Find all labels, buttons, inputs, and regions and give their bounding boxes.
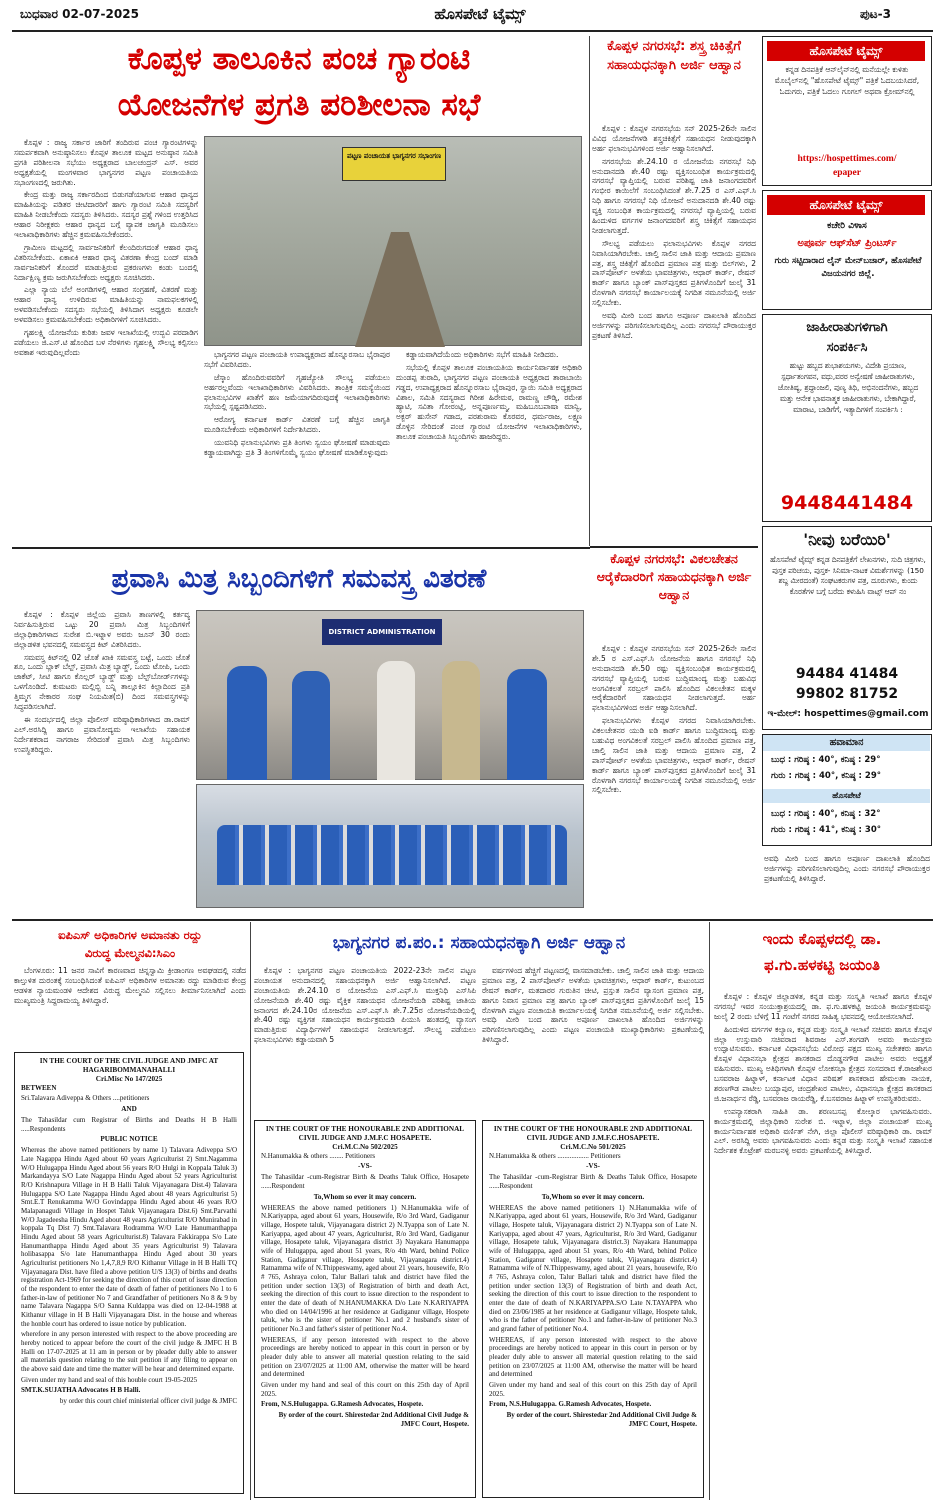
lead-headline-line2: ಯೋಜನೆಗಳ ಪ್ರಗತಿ ಪರಿಶೀಲನಾ ಸಭೆ bbox=[117, 87, 481, 123]
lead-col1 bbox=[14, 138, 198, 536]
lead-paragraph: ಯುವನಿಧಿ ಫಲಾನುಭವಿಗಳು ಪ್ರತಿ ತಿಂಗಳು ಸ್ವಯಂ ಘೋಷಣೆ ಮಾಡುವುದು ಕಡ್ಡಾಯವಾಗಿದ್ದು ಪ್ರತಿ 3 ತಿಂಗಳಿಗೊಮ್ಮೆ ಸ್ವಯಂ ಘೋಷಣೆ ಮಾಡಿಕೊಳ್ಳುವುದು bbox=[204, 438, 390, 458]
sidebar-office-ad bbox=[762, 190, 932, 310]
notice-body: WHEREAS, if any person interested with respect to the above proceedings are hereby noticed to appear in this court in person or by pleader duly able to answer all material question relating to the said petition on 23/07/2025 at 11:00 AM, otherwise the matter will be heard and determined bbox=[489, 1335, 697, 1379]
notice-body: WHEREAS, if any person interested with respect to the above proceedings are hereby noticed to appear in this court in person or by pleader duly able to answer all material question relating to the said petition on 23/07/2025 at 11:00 AM, otherwise the matter will be heard and determined bbox=[261, 1335, 469, 1379]
article-paragraph: ಸಮವಸ್ತ್ರ ಕಿಟ್‌ನಲ್ಲಿ 02 ಜೊತೆ ಖಾಕಿ ಸಮವಸ್ತ್ರ ಬಟ್ಟೆ, ಒಂದು ಜೊತೆ ಶೂ, ಒಂದು ಬ್ಲಾಕ್ ಬೆಲ್ಟ್, ಪ್ರವಾಸಿ ಮಿತ್ರ ಬ್ಯಾಡ್ಜ್, ಒಂದು ಟೋಪಿ, ಒಂದು ಜಾಕೆಟ್, ಸೀಟಿ ಹಾಗೂ ಕೊಲ್ಲರ್ ಬ್ಯಾಡ್ಜ್ ಮತ್ತು ಬೆಲ್ಟ್‌ಬೋರ್ಡ್‌ಗಳನ್ನು ಒಳಗೊಂಡಿದೆ. ಕುಮಟರು ಮಲ್ಲಿಬ್ಬಿ ಬನ್ನಿ ತಾಲ್ಲೂಕಿನ ಕಿಲ್ಲಾದಿಂದ ಪ್ರತಿ ತ್ತಿಮ್ಮಗ ನೇಕಾರರ ಸಂಘ ನಿಯಮಿತ(ಬಿ) ದಿಂದ ಸಮವಸ್ತ್ರಗಳನ್ನು ಸಿದ್ಧಪಡಿಸಲಾಗಿದೆ. bbox=[14, 652, 190, 712]
weather-title: ಹವಾಮಾನ bbox=[763, 735, 930, 751]
notice-court: IN THE COURT OF THE CIVIL JUDGE AND JMFC AT HAGARIBOMMANAHALLI bbox=[39, 1057, 219, 1074]
sidebar-advertise-ad bbox=[762, 314, 932, 522]
header-rule bbox=[12, 30, 933, 32]
person-figure-image bbox=[377, 661, 415, 780]
notice-petitioners: Sri.Talavara Adiveppa & Others ....petitioners bbox=[21, 1094, 150, 1103]
person-figure-image bbox=[292, 671, 330, 780]
notice-between: BETWEEN bbox=[21, 1083, 57, 1092]
lead-paragraph: ಕೇಂದ್ರ ಮತ್ತು ರಾಜ್ಯ ಸರ್ಕಾರದಿಂದ ಬಿಡುಗಡೆಯಾಗುವ ಆಹಾರ ಧಾನ್ಯದ ಮಾಹಿತಿಯನ್ನು ಪಡಿತರ ಚೀಟಿದಾರರಿಗೆ ಹಾಗು ಗ್ಯಾರಂಟಿ ಸಮಿತಿ ಸದಸ್ಯರಿಗೆ ಮಾಹಿತಿ ನೀಡಬೇಕೆಂದು ಸದಸ್ಯರು ತಿಳಿಸಿದರು. ಸದಸ್ಯರ ಪ್ರಶ್ನೆ ಗಳಿಂದ ಉತ್ತರಿಸಿದ ಆಹಾರ ನಿರೀಕ್ಷಕರು ಆಹಾರ ಧಾನ್ಯದ ಬಗ್ಗೆ ವ್ಯಾಪಕ ಜಾಗೃತಿ ಮೂಡಿಸಲು ಇಲಾಖಾಧಿಕಾರಿಗಳು ಹೆಚ್ಚಿನ ಕ್ರಮವಹಿಸಬೇಕೆಂದರು. bbox=[14, 190, 198, 240]
notice-body: Whereas the above named petitioners by name 1) Talavara Adiveppa S/O Late Nagappa Hindu Aged about 60 years Agriculturist 2) Smt.Nagamma W/O Hulugappa Hindu Aged about 56 years R/O Hulgi in Koppala Taluk 3) Markandayya S/O Late Nagappa Hindu Aged about 52 years Agriculturist R/O Krishnapura Village in H B Halli Taluk Vijayanagara Dist.4) Talavara Hulugappa S/O Late Nagappa Hindu Aged about 48 years Agriculturist 5) Smt.E.T Renukamma W/O Govindappa Hindu Aged about 46 years R/O Malapanagudi Village in Hospet Taluk Vijayanagara Dist.6) Smt.Parvathi W/O Jagadeesha Hindu Aged about 48 years Agriculturist R/O Munirabad in koppala Tq Dist 7) Smt.Talavara Rodramma W/O Late Hanumanthappa Hindu Aged about 58 years Agriculturist.8) Talavara Fakkirappa S/o Late Hanumanthappa Hindu Aged about 35 years Agriculturist 9) Talavara holibasappa S/o late Hanumanthappa Hindu Aged about 30 years Agriculturist petitioners No 1,4,7,8,9 R/O Kithanur Village in H B Halli TQ Vijayanagara Dist. have filed a above petition U/S 13(3) of births and deaths registration Act-1969 for seeking the direction of this court of issue direction of the respondent to enter the date of death of father of petitioners No 1 to 6 father-in-law of petitioner No 7 and Grandfather of petitioners No 8 & 9 by name Talavara Nagappa S/O Sanna Kuldappa was died on 12-04-1988 at Kithanur village in H B Halli Vijayanagara Dist. in the house and whereas the honble court has ordered to issue notice by publication. bbox=[21, 1146, 237, 1328]
page-header bbox=[0, 0, 945, 28]
ad2-address: ಗುರು ಸಟ್ಟಿದಾರಾದ ಲೈನ್ ಮೇನ್‌ಬಜಾರ್, ಹೊಸಪೇಟೆ ವಿಜಯನಗರ ಜಿಲ್ಲೆ. bbox=[774, 256, 922, 279]
notice-advocate: SMT.K.SUJATHA Advocates H B Halli. bbox=[21, 1386, 141, 1395]
ad4-phone2[interactable]: 99802 81752 bbox=[795, 686, 899, 702]
notice-respondents: The Tahasildar -cum-Registrar Birth & Deaths Taluk Office, Hosapete ......Respondent bbox=[489, 1173, 697, 1191]
notice-from: From, N.S.Hulugappa. G.Ramesh Advocates, Hospete. bbox=[261, 1400, 424, 1409]
photo-banner: ಪಟ್ಟಣ ಪಂಚಾಯತ ಭಾಗ್ಯನಗರ ಸಭಾಂಗಣ bbox=[342, 147, 446, 181]
person-figure-image bbox=[227, 666, 267, 780]
ips-headline-line1: ಐಪಿಎಸ್ ಅಧಿಕಾರಿಗಳ ಅಮಾನತು ರದ್ದು bbox=[58, 928, 202, 942]
person-figure-image bbox=[507, 669, 547, 780]
nagarasabhe1-body bbox=[592, 124, 756, 544]
court-notice-3 bbox=[482, 1120, 704, 1498]
ips-body: ಬೆಂಗಳೂರು: 11 ಜನರ ಸಾವಿಗೆ ಕಾರಣವಾದ ಚಿನ್ನಸ್ವಾಮಿ ಕ್ರೀಡಾಂಗಣ ಅವಘಡದಲ್ಲಿ ನಡೆದ ಕಾಲ್ತುಳಿತ ದುರಂತಕ್ಕೆ ಸಂಬಂಧಿಸಿದಂತೆ ಐಪಿಎಸ್ ಅಧಿಕಾರಿಗಳ ಅಮಾನತು ರದ್ದು ಮಾಡಿರುವ ಕೇಂದ್ರ ಆಡಳಿತ ನ್ಯಾಯಮಂಡಳಿ ಆದೇಶದ ವಿರುದ್ಧ ಮೇಲ್ಮನವಿ ಸಲ್ಲಿಸಲು ತೀರ್ಮಾನಿಸಲಾಗಿದೆ ಎಂದು ಮುಖ್ಯಮಂತ್ರಿ ಸಿದ್ದರಾಮಯ್ಯ ತಿಳಿಸಿದ್ದಾರೆ. bbox=[14, 966, 246, 1005]
ad3-text: ಹುಟ್ಟು ಹಬ್ಬದ ಶುಭಾಶಯಗಳು, ವಿದೇಶಿ ಪ್ರಯಾಣ, ಸ್ಪರ್ಧಾತಂಗವನ, ವಧು,ವರರ ಅನ್ವೇಷಣೆ ಜಾಹೀರಾತುಗಳು, ಜೋತಿಷ್ಯ, ಶ್ರದ್ಧಾಂಜಲಿ, ಪುಣ್ಯ ತಿಥಿ, ಅಭಿನಂದನೆಗಳು, ಹಬ್ಬದ ಮತ್ತು ಆನೇಕ ಭಾವನಾತ್ಮಕ ಜಾಹೀರಾತುಗಳು, ಬೇಕಾಗಿದ್ದಾರೆ, ಮಾರಾಟ, ಬಾಡಿಗೆಗೆ, ಇತ್ಯಾದಿಗಳಿಗೆ ಸಂಪರ್ಕಿಸಿ : bbox=[777, 361, 919, 414]
pravasi-body bbox=[14, 610, 190, 910]
notice-order: By order of the court. Shirestedar 2nd Additional Civil Judge & JMFC Court, Hospete. bbox=[506, 1411, 697, 1428]
ad2-title: ಹೊಸಪೇಟೆ ಟೈಮ್ಸ್ bbox=[767, 195, 925, 215]
notice-order: By order of the court. Shirestedar 2nd Additional Civil Judge & JMFC Court, Hospete. bbox=[278, 1411, 469, 1428]
notice-body: wherefore in any person interested with respect to the above proceeding are hereby noticed to appear before the court of the civil judge & JMFC H B Halli on 17-07-2025 at 11 am in person or by pleader dully able to answer all materials question relating to the suit petition if any filing to appear on the above said date and time the matter will be hear and determined exparte. bbox=[21, 1330, 237, 1374]
ad4-title: 'ನೀವು ಬರೆಯಿರಿ' bbox=[803, 530, 891, 549]
ad1-text: ಕನ್ನಡ ದಿನಪತ್ರಿಕೆ ಆನ್‌ಲೈನ್‌ನಲ್ಲಿ ಮನೆಯಲ್ಲೇ ಕುಳಿತು ಮೊಬೈಲ್‌ನಲ್ಲಿ "ಹೊಸಪೇಟೆ ಟೈಮ್ಸ್" ಪತ್ರಿಕೆ ಓದಬಯಸಿದರೆ, ಓದುಗರು, ಪತ್ರಿಕೆ ಓದಲು ಗೂಗಲ್ ಅಥವಾ ಕ್ರೋಮ್‌ನಲ್ಲಿ bbox=[774, 65, 920, 96]
lead-paragraph: ಗ್ರಾಮೀಣ ಮಟ್ಟದಲ್ಲಿ ಸಾರ್ವಜನಿಕರಿಗೆ ಕೆಲಂದಿರುಗದಂತೆ ಆಹಾರ ಧಾನ್ಯ ವಿತರಿಸಬೇಕೆಂದು. ಏಕಾಏಕಿ ಆಹಾರ ಧಾನ್ಯ ವಿತರಣಾ ಕೇಂದ್ರ ಬಂದ್ ಮಾಡಿ ಸಾರ್ವಜನಿಕರಿಗೆ ತೊಂದರೆ ಮಾಡುತ್ತಿರುವ ಪ್ರಕರಣಗಳು ಕಂಡು ಬಂದಲ್ಲಿ ನಿರ್ದಾಕ್ಷಿಣ್ಯ ಕ್ರಮ ಜರುಗಿಸಬೇಕೆಂದು ಅಧ್ಯಕ್ಷರು ಸೂಚಿಸಿದರು. bbox=[14, 242, 198, 282]
notice-vs: -VS- bbox=[586, 1162, 600, 1171]
ips-headline bbox=[14, 926, 246, 966]
ad4-phone1[interactable]: 94484 41484 bbox=[795, 666, 899, 682]
ad1-title: ಹೊಸಪೇಟೆ ಟೈಮ್ಸ್ bbox=[767, 41, 925, 61]
notice-given: Given under my hand and seal of this court on this 25th day of April 2025. bbox=[489, 1381, 697, 1398]
ad3-subtitle: ಸಂಪರ್ಕಿಸಿ bbox=[826, 340, 868, 355]
court-notice-1 bbox=[14, 1052, 244, 1494]
lead-headline-line1: ಕೊಪ್ಪಳ ತಾಲೂಕಿನ ಪಂಚ ಗ್ಯಾರಂಟಿ bbox=[127, 41, 471, 77]
ad2-office-label: ಕಚೇರಿ ವಿಳಾಸ bbox=[827, 221, 867, 231]
notice-from: From, N.S.Hulugappa. G.Ramesh Advocates, Hospete. bbox=[489, 1400, 652, 1409]
article-paragraph: ಹಿಂದುಳಿದ ವರ್ಗಗಳ ಕಲ್ಯಾಣ, ಕನ್ನಡ ಮತ್ತು ಸಂಸ್ಕೃತಿ ಇಲಾಖೆ ಸಚಿವರು ಹಾಗೂ ಕೊಪ್ಪಳ ಜಿಲ್ಲಾ ಉಸ್ತುವಾರಿ ಸಚಿವರಾದ ಶಿವರಾಜ ಎಸ್.ತಂಗಡಗಿ ಅವರು ಕಾರ್ಯಕ್ರಮ ಉದ್ಘಾಟಿಸುವರು. ಕರ್ನಾಟಕ ವಿಧಾನಸಭೆಯ ವಿರೋಧ ಪಕ್ಷದ ಮುಖ್ಯ ಸಚೇತಕರು ಹಾಗೂ ಕೊಪ್ಪಳ ವಿಧಾನಸಭಾ ಕ್ಷೇತ್ರದ ಶಾಸಕರಾದ ದೊಡ್ಡನಗೌಡ ಪಾಟೀಲ ಅವರು ಅಧ್ಯಕ್ಷತೆ ವಹಿಸುವರು. ಮುಖ್ಯ ಅತಿಥಿಗಳಾಗಿ ಕೊಪ್ಪಳ ಲೋಕಸಭಾ ಕ್ಷೇತ್ರದ ಸಂಸದರಾದ ಕೆ.ರಾಜಶೇಖರ ಬಸವರಾಜ ಹಿಟ್ನಾಳ್, ಕರ್ನಾಟಕ ವಿಧಾನ ಪರಿಷತ್ ಶಾಸಕರಾದ ಹೇಮಲತಾ ನಾಯಕ, ಶರಣಗೌಡ ಪಾಟೀಲ ಬಯ್ಯಾಪುರ, ಚಂದ್ರಶೇಖರ ಪಾಟೀಲ, ವಿಧಾನಸಭಾ ಕ್ಷೇತ್ರದ ಶಾಸಕರಾದ ಜಿ.ಜನಾರ್ಧನ ರೆಡ್ಡಿ, ಬಸವರಾಜ ರಾಯರೆಡ್ಡಿ, ಕೆ.ಬಸವರಾಜ ಹಿಟ್ನಾಳ್ ಉಪಸ್ಥಿತರಿರುವರು. bbox=[714, 1024, 932, 1103]
nagarasabhe2-headline: ಕೊಪ್ಪಳ ನಗರಸಭೆ: ವಿಕಲಚೇತನ ಆರೈಕೆದಾರರಿಗೆ ಸಹಾಯಧನಕ್ಕಾಗಿ ಅರ್ಜಿ ಆಹ್ವಾನ bbox=[596, 551, 752, 603]
nagarasabhe2-continued: ಅವಧಿ ಮೀರಿ ಬಂದ ಹಾಗೂ ಅಪೂರ್ಣ ದಾಖಲಾತಿ ಹೊಂದಿದ ಅರ್ಜಿಗಳನ್ನು ಪರಿಗಣಿಸಲಾಗುವುದಿಲ್ಲ ಎಂದು ನಗರಸಭೆ ಪೌರಾಯುಕ್ತರ ಪ್ರಕಟಣೆಯಲ್ಲಿ ತಿಳಿಸಿದ್ದಾರೆ. bbox=[764, 854, 930, 883]
weather-row: ಗುರು : ಗರಿಷ್ಠ : 40°, ಕನಿಷ್ಠ : 29° bbox=[771, 771, 881, 781]
bhagyanagara-col1: ಕೊಪ್ಪಳ : ಭಾಗ್ಯನಗರ ಪಟ್ಟಣ ಪಂಚಾಯತಿಯ 2022-23ನೇ ಸಾಲಿನ ಪಟ್ಟಣ ಪಂಚಾಯತ ಅನುದಾನದಲ್ಲಿ ಸಹಾಯಧನಕ್ಕಾಗಿ ಅರ್ಜಿ ಆಹ್ವಾನಿಸಲಾಗಿದೆ. ಪಟ್ಟಣ ಪಂಚಾಯತಿಯ ಶೇ.24.10 ರ ಯೋಜನೆಯ ಎಸ್.ಎಫ್.ಸಿ ಮುಕ್ತನಿಧಿ ಎಸ್‌ಸಿಪಿ ಯೋಜನೆಯಡಿ ಶೇ.40 ರಷ್ಟು ವೈಕ್ತಿಕ ಸಹಾಯಧನ ಯೋಜನೆಯಡಿ ಪರಿಶಿಷ್ಟ ಜಾತಿಯ ಜನಾಂಗದ ಶೇ.24.10ರ ಯೋಜನೆಯ ಎಸ್.ಎಫ್.ಸಿ ಶೇ.7.25ರ ಯೋಜನೆಯಡಿಯಲ್ಲಿ ಶೇ.40 ರಷ್ಟು ವ್ಯಕ್ತಿಗತ ಸಹಾಯಧನ ಕಾರ್ಯಕ್ರಮದಡಿ ಪಿಯುಸಿ ಹಂತದಲ್ಲಿ ವ್ಯಾಸಂಗ ಮಾಡುತ್ತಿರುವ ವಿದ್ಯಾರ್ಥಿಗಳಿಗೆ ಸಹಾಯಧನ ನೀಡಲಾಗುತ್ತದೆ. ಸೌಲಭ್ಯ ಪಡೆಯಲು ಫಲಾನುಭವಿಗಳು ಕಡ್ಡಾಯವಾಗಿ 5 bbox=[254, 966, 476, 1045]
person-figure-image bbox=[442, 661, 480, 780]
notice-concern: To,Whom so ever it may concern. bbox=[313, 1192, 417, 1201]
article-paragraph: ಫಲಾನುಭವಿಗಳು ಕೊಪ್ಪಳ ನಗರದ ನಿವಾಸಿಯಾಗಿರಬೇಕು. ವಿಕಲಚೇತನರ ಯುಡಿ ಐಡಿ ಕಾರ್ಡ್ ಹಾಗೂ ಬುದ್ಧಿಮಾಂದ್ಯ ಮತ್ತು ಬಹುವಿಧ ಅಂಗವಿಕಲತೆ ಸರಬ್ರಲ್ ಪಾಲಿಸಿ ಹೊಂದಿದ ಪ್ರಮಾಣ ಪತ್ರ, ಚಾಲ್ತಿ ಸಾಲಿನ ಜಾತಿ ಮತ್ತು ಆದಾಯ ಪ್ರಮಾಣ ಪತ್ರ, 2 ಪಾಸ್‌ಪೋರ್ಟ್ ಅಳತೆಯ ಭಾವಚಿತ್ರಗಳು, ಆಧಾರ್ ಕಾರ್ಡ್, ರೇಷನ್ ಕಾರ್ಡ್ ಹಾಗೂ ಬ್ಯಾಂಕ್ ಪಾಸ್‌ಪುಸ್ತಕದ ಪ್ರತಿಗಳೊಂದಿಗೆ ಜುಲೈ 31 ರೊಳಗಾಗಿ ನಗರಸಭೆ ಕಾರ್ಯಾಲಯಕ್ಕೆ ನಿಗದಿತ ನಮೂನೆಯಲ್ಲಿ ಅರ್ಜಿ ಸಲ್ಲಿಸಬೇಕು. bbox=[592, 716, 756, 795]
notice-petitioners: N.Hanumakka & others .................. Petitioners bbox=[489, 1151, 621, 1160]
section-rule bbox=[590, 546, 758, 548]
jayanti-body bbox=[714, 992, 932, 1498]
notice-given: Given under my hand and seal of this court on this 25th day of April 2025. bbox=[261, 1381, 469, 1398]
ad3-title: ಜಾಹೀರಾತುಗಳಿಗಾಗಿ bbox=[806, 320, 888, 335]
notice-case-number: Cri.M.C.No 501/2025 bbox=[560, 1142, 626, 1151]
notice-body: WHEREAS the above named petitioners 1) N.Hanumakka wife of N.Kariyappa, aged about 61 years, Housewife, R/o 3rd Ward, Gadiganur village, Hospete taluk, Vijayanagara district 2) N.Tyappa son of Late N. Kariyappa, aged about 47 years, Agriculturist, R/o 3rd Ward, Gadiganur village, Hosapete taluk, Vijayanagara district.3) Nayakara Hanumappa wife of Hulugappa, aged about 51 years, R/o 4th Ward, behind Police Station, Gadiganur village, Hosapete taluk, Vijayanagara district.4) Ratnamma wife of N.Thippeswamy, aged about 21 years, housewife, R/o # 765, Ashraya colon, Talur Ballari taluk and district have filed the petition under section 13(3) of Registration of birth and death Act, seeking the direction of this court to issue direction to the respondent to enter the date of death of N.KARIYAPPA.S/O Late N.TAYAPPA who died on 23/06/1985 at her residence at Gadiganur village, Hospete taluk, who is the father of petitioner No.1 and father-in-law of petitioner No.3 and grand father of petitioner No.4. bbox=[489, 1203, 697, 1334]
ad1-url[interactable]: https://hospettimes.com/ bbox=[797, 154, 897, 164]
notice-court: IN THE COURT OF THE HONOURABLE 2ND ADDITIONAL CIVIL JUDGE AND J.M.F.C HOSAPETE. bbox=[265, 1125, 465, 1142]
lead-col2 bbox=[204, 350, 390, 536]
ad4-text: ಹೊಸಪೇಟೆ ಟೈಮ್ಸ್ ಕನ್ನಡ ದಿನಪತ್ರಿಕೆಗೆ ಲೇಖನಗಳು, ಸುದಿ ಚಿತ್ರಗಳು, ಪುಸ್ತಕ ಪರಿಚಯ, ಪುಸ್ತಕ- ಸಿನಿಮಾ-ನಾಟಕ ವಿಮರ್ಶೆಗಳನ್ನು (150 ಶಬ್ದ ಮೀರದಂತೆ) ಸಂಘಟಕರುಗಳ ಪತ್ರ, ದೂರುಗಳು, ಕುಂದು ಕೊರತೆಗಳ ಬಗ್ಗೆ ಬರೆದು ಕಳುಹಿಸಿ ವಾಟ್ಸ್ ಆಪ್ ನಂ bbox=[770, 555, 926, 596]
lead-paragraph: ಜೆಸ್ಕಾಂ ಹೊಂದಿರುವವರಿಗೆ ಗೃಹಜ್ಯೋತಿ ಸೌಲಭ್ಯ ಪಡೆಯಲು ಅರ್ಹರಲ್ಲವೆಂದು ಇಲಾಖಾಧಿಕಾರಿಗಳು ವಿವರಿಸಿದರು. ತಾಂತ್ರಿಕ ಸಮಸ್ಯೆಯಿಂದ ಫಲಾನುಭವಿಗಳ ಖಾತೆಗೆ ಹಣ ಜಮೆಯಾಗದಿರುವುದಕ್ಕೆ ಇಲಾಖಾಧಿಕಾರಿಗಳು ಸಭೆಯಲ್ಲಿ ಸ್ಪಷ್ಟಪಡಿಸಿದರು. bbox=[204, 372, 390, 412]
notice-petitioners: N.Hanumakka & others ........ Petitioners bbox=[261, 1151, 376, 1160]
jayanti-headline-line2: ಫ.ಗು.ಹಳಕಟ್ಟಿ ಜಯಂತಿ bbox=[763, 956, 881, 975]
nagarasabhe1-headline: ಕೊಪ್ಪಳ ನಗರಸಭೆ: ಶಸ್ತ್ರ ಚಿಕಿತ್ಸೆಗೆ ಸಹಾಯಧನಕ್ಕಾಗಿ ಅರ್ಜಿ ಆಹ್ವಾನ bbox=[607, 39, 741, 73]
masthead: ಹೊಸಪೇಟೆ ಟೈಮ್ಸ್ bbox=[434, 5, 526, 23]
article-paragraph: ಉಪನ್ಯಾಸಕರಾಗಿ ಸಾಹಿತಿ ಡಾ. ಶರಣಬಸಪ್ಪ ಕೋಲ್ಕಾರ ಭಾಗವಹಿಸುವರು. ಕಾರ್ಯಕ್ರಮದಲ್ಲಿ ಜಿಲ್ಲಾಧಿಕಾರಿ ಸುರೇಶ ಬಿ. ಇಟ್ನಾಳ, ಜಿಲ್ಲಾ ಪಂಚಾಯತ್ ಮುಖ್ಯ ಕಾರ್ಯನಿರ್ವಾಹಕ ಅಧಿಕಾರಿ ವರ್ಣಿತ್ ನೇಗಿ, ಜಿಲ್ಲಾ ಪೊಲೀಸ್ ವರಿಷ್ಠಾಧಿಕಾರಿ ಡಾ. ರಾಮ್ ಎಲ್. ಅರಸಿದ್ದಿ ಅವರು ಭಾಗವಹಿಸುವರು ಎಂದು ಕನ್ನಡ ಮತ್ತು ಸಂಸ್ಕೃತಿ ಇಲಾಖೆ ಸಹಾಯಕ ನಿರ್ದೇಶಕ ಕೊಟ್ರೇಶ್ ಮರಬನಳ್ಳಿ ಅವರು ಪ್ರಕಟಣೆಯಲ್ಲಿ ತಿಳಿಸಿದ್ದಾರೆ. bbox=[714, 1106, 932, 1156]
district-admin-sign: DISTRICT ADMINISTRATION bbox=[322, 619, 442, 645]
ad1-url-path[interactable]: epaper bbox=[833, 168, 861, 178]
notice-title: PUBLIC NOTICE bbox=[100, 1135, 158, 1144]
meeting-table-image bbox=[355, 232, 445, 347]
article-paragraph: ಈ ಸಂದರ್ಭದಲ್ಲಿ ಜಿಲ್ಲಾ ಪೊಲೀಸ್ ವರಿಷ್ಠಾಧಿಕಾರಿಗಳಾದ ಡಾ.ರಾಮ್ ಎಲ್.ಅರಸಿದ್ದಿ ಹಾಗೂ ಪ್ರವಾಸೋದ್ಯಮ ಇಲಾಖೆಯ ಸಹಾಯಕ ನಿರ್ದೇಶಕರಾದ ನಾಗರಾಜ ಸೇರಿದಂತೆ ಪ್ರವಾಸಿ ಮಿತ್ರ ಸಿಬ್ಬಂದಿಗಳು ಉಪಸ್ಥಿತರಿದ್ದರು. bbox=[14, 714, 190, 754]
weather-box bbox=[762, 734, 932, 846]
article-paragraph: ಅವಧಿ ಮೀರಿ ಬಂದ ಹಾಗೂ ಅಪೂರ್ಣ ದಾಖಲಾತಿ ಹೊಂದಿದ ಅರ್ಜಿಗಳನ್ನು ಪರಿಗಣಿಸಲಾಗುವುದಿಲ್ಲ ಎಂದು ನಗರಸಭೆ ಪೌರಾಯುಕ್ತರ ಪ್ರಕಟಣೆ ತಿಳಿಸಿದೆ. bbox=[592, 311, 756, 340]
weather-row: ಗುರು : ಗರಿಷ್ಠ : 41°, ಕನಿಷ್ಠ : 30° bbox=[771, 825, 881, 835]
column-rule bbox=[709, 922, 710, 1500]
notice-court: IN THE COURT OF THE HONOURABLE 2ND ADDITIONAL CIVIL JUDGE AND J.M.F.C.HOSAPETE. bbox=[493, 1125, 693, 1142]
lead-headline bbox=[14, 36, 584, 130]
header-date: ಬುಧವಾರ 02-07-2025 bbox=[20, 7, 139, 21]
pravasi-headline: ಪ್ರವಾಸಿ ಮಿತ್ರ ಸಿಬ್ಬಂದಿಗಳಿಗೆ ಸಮವಸ್ತ್ರ ವಿತರಣೆ bbox=[111, 564, 487, 594]
column-rule bbox=[250, 922, 251, 1500]
lead-paragraph: ಸಭೆಯಲ್ಲಿ ಕೊಪ್ಪಳ ತಾಲೂಕ ಪಂಚಾಯತಿಯ ಕಾರ್ಯನಿರ್ವಾಹಕ ಅಧಿಕಾರಿ ದುಂಡಪ್ಪ ತುರಾದಿ, ಭಾಗ್ಯನಗರ ಪಟ್ಟಣ ಪಂಚಾಯತಿ ಅಧ್ಯಕ್ಷರಾದ ತಾರಾಬಾಯಿ ಗಡ್ಡದ, ಉಪಾಧ್ಯಕ್ಷರಾದ ಹೊನ್ನೂರಸಾಬ ಭೈರಾಪುರ, ಸ್ಥಾಯಿ ಸಮಿತಿ ಅಧ್ಯಕ್ಷರಾದ ವಿಶಾಲ, ಸಮಿತಿ ಸದಸ್ಯರಾದ ಗಿರೀಶ ಹಿರೇಮಠ, ರಾಮಣ್ಣ ಚೌಡ್ಕಿ, ರಮೇಶ ಹ್ಯಾಟಿ, ಸವಿತಾ ಗೋರಂಟ್ಲಿ, ಅನ್ನಪೂರ್ಣಮ್ಮ, ಮಹಿಬೂಬಪಾಷಾ ಮಾನ್ವಿ, ಅಕ್ಬರ್ ಹುಸೇನ್ ಗಡಾದ, ಪರಶುರಾಮ ಕೊರವರ, ಧರ್ಮರಾಜ, ಲಕ್ಷ್ಮಣ ಡೊಳ್ಳಿನ ಸೇರಿದಂತೆ ಪಂಚ ಗ್ಯಾರಂಟಿ ಯೋಜನೆಗಳ ಇಲಾಖಾಧಿಕಾರಿಗಳು, ತಾಲೂಕ ಪಂಚಾಯತಿ ಸಿಬ್ಬಂದಿಗಳು ಹಾಜರಿದ್ದರು. bbox=[396, 362, 582, 442]
notice-body: WHEREAS the above named petitioners 1) N.Hanumakka wife of N.Kariyappa, aged about 61 years, Housewife, R/o 3rd Ward, Gadiganur village, Hospete taluk, Vijayanagara district 2) N.Tyappa son of Late N. Kariyappa, aged about 47 years, Agriculturist, R/o 3rd Ward, Gadiganur village, Hosapete taluk, Vijayanagara district 3) Nayakara Hanumappa wife of Hulugappa, aged about 51 years, R/o 4th Ward, behind Police Station, Gadiganur village, Hosapete taluk, Vijayanagara district.4) Ratnamma wife of N.Thippeswamy, aged about 21 years, housewife, R/o # 765, Ashraya colon, Talur Ballari taluk and district have filed the petition under section 13(3) of Registration of birth and death Act, seeking the direction of this court to issue direction to the respondent to enter the date of death of N.HANUMAKKA D/o Late N.KARIYAPPA who died on 14/04/1996 at her residence at Gadiganur village, Hospete taluk, who is the sister of petitioner No.1 and 2 husband's sister of petitioner No.3 and father's sister of petitioner No.4. bbox=[261, 1203, 469, 1334]
notice-given: Given under my hand and seal of this houble court 19-05-2025 bbox=[21, 1375, 198, 1384]
article-paragraph: ಕೊಪ್ಪಳ : ಕೊಪ್ಪಳ ಜಿಲ್ಲಾಡಳಿತ, ಕನ್ನಡ ಮತ್ತು ಸಂಸ್ಕೃತಿ ಇಲಾಖೆ ಹಾಗೂ ಕೊಪ್ಪಳ ನಗರಸಭೆ ಇವರ ಸಂಯುಕ್ತಾಶ್ರಯದಲ್ಲಿ ಡಾ. ಫ.ಗು.ಹಳಕಟ್ಟಿ ಜಯಂತಿ ಕಾರ್ಯಕ್ರಮವನ್ನು ಜುಲೈ 2 ರಂದು ಬೆಳಿಗ್ಗೆ 11 ಗಂಟೆಗೆ ನಗರದ ಸಾಹಿತ್ಯ ಭವನದಲ್ಲಿ ಆಯೋಜಿಸಲಾಗಿದೆ. bbox=[714, 992, 932, 1021]
weather-row: ಬುಧ : ಗರಿಷ್ಠ : 40°, ಕನಿಷ್ಠ : 32° bbox=[771, 809, 881, 819]
lead-paragraph: ಎಲ್ಲಾ ನ್ಯಾಯ ಬೆಲೆ ಅಂಗಡಿಗಳಲ್ಲಿ ಆಹಾರ ಸಂಗ್ರಹಣೆ, ವಿತರಣೆ ಮತ್ತು ಆಹಾರ ಧಾನ್ಯ ಉಳಿದಿರುವ ಮಾಹಿತಿಯನ್ನು ನಾಮಫಲಕಗಳಲ್ಲಿ ಅಳವಡಿಸಬೇಕೆಂದು ಸದಸ್ಯರು ಸಭೆಯಲ್ಲಿ ತಿಳಿಸಿದಾಗ ಅಧ್ಯಕ್ಷರು ಕೂಡಲೇ ಅಳವಡಿಸಲು ಕ್ರಮವಹಿಸಬೇಕೆಂದು ಅಧಿಕಾರಿಗಳಿಗೆ ಸೂಚಿಸಿದರು. bbox=[14, 285, 198, 325]
notice-case-number: Cri.Misc No 147/2025 bbox=[95, 1074, 163, 1083]
bhagyanagara-col2: ವರ್ಷಗಳಿಂದ ಹೆಚ್ಚಿಗೆ ಪಟ್ಟಣದಲ್ಲಿ ವಾಸಮಾಡಬೇಕು. ಚಾಲ್ತಿ ಸಾಲಿನ ಜಾತಿ ಮತ್ತು ಆದಾಯ ಪ್ರಮಾಣ ಪತ್ರ, 2 ಪಾಸ್‌ಪೋರ್ಟ್ ಅಳತೆಯ ಭಾವಚಿತ್ರಗಳು, ಆಧಾರ್ ಕಾರ್ಡ್, ಕುಟುಂಬದ ರೇಷನ್ ಕಾರ್ಡ್, ಮತದಾರರ ಗುರುತಿನ ಚೀಟಿ, ಪ್ರಸ್ತುತ ಸಾಲಿನ ವ್ಯಾಸಂಗ ಪ್ರಮಾಣ ಪತ್ರ, ಹಾಗೂ ನಿವಾಸ ಪ್ರಮಾಣ ಪತ್ರ ಹಾಗೂ ಬ್ಯಾಂಕ್ ಪಾಸ್‌ಪುಸ್ತಕದ ಪ್ರತಿಗಳೊಂದಿಗೆ ಜುಲೈ 15 ರೊಳಗಾಗಿ ಪಟ್ಟಣ ಪಂಚಾಯತಿ ಕಾರ್ಯಾಲಯಕ್ಕೆ ನಿಗದಿತ ನಮೂನೆಯಲ್ಲಿ ಅರ್ಜಿ ಸಲ್ಲಿಸಬೇಕು. ಅವಧಿ ಮೀರಿ ಬಂದ ಹಾಗೂ ಅಪೂರ್ಣ ದಾಖಲಾತಿ ಹೊಂದಿದ ಅರ್ಜಿಗಳನ್ನು ಪರಿಗಣಿಸಲಾಗುವುದಿಲ್ಲ ಎಂದು ಪಟ್ಟಣ ಪಂಚಾಯತಿ ಮುಖ್ಯಾಧಿಕಾರಿಗಳು ಪ್ರಕಟಣೆಯಲ್ಲಿ ತಿಳಿಸಿದ್ದಾರೆ. bbox=[482, 966, 704, 1045]
group-photo bbox=[196, 784, 584, 908]
section-rule bbox=[12, 919, 933, 921]
page-number: ಪುಟ-3 bbox=[860, 7, 891, 21]
notice-concern: To,Whom so ever it may concern. bbox=[541, 1192, 645, 1201]
column-rule bbox=[589, 36, 590, 546]
lead-paragraph: ಗೃಹಲಕ್ಷ್ಮಿ ಯೋಜನೆಯ ಕುರಿತು ಜವಳ ಇಲಾಖೆಯಲ್ಲಿ ಉದ್ಭವಿ ಪರದಾಡಿಗ ಪಡೆಯಲು ಜಿ.ಎಸ್.ಟಿ ಹೊಂದಿದ ಬಳ ನೆರಳಿಗಳು ಗೃಹಲಕ್ಷ್ಮಿ ಸೌಲಭ್ಯ ಕಲ್ಪಿಸಲು ಅವಕಾಶ ಇರುವುದಿಲ್ಲವೆಂದು bbox=[14, 328, 198, 357]
article-paragraph: ಸೌಲಭ್ಯ ಪಡೆಯಲು ಫಲಾನುಭವಿಗಳು ಕೊಪ್ಪಳ ನಗರದ ನಿವಾಸಿಯಾಗಿರಬೇಕು. ಚಾಲ್ತಿ ಸಾಲಿನ ಜಾತಿ ಮತ್ತು ಆದಾಯ ಪ್ರಮಾಣ ಪತ್ರ, ಶಸ್ತ್ರ ಚಿಕಿತ್ಸೆಗೆ ಹೊಂದಿದ ಪ್ರಮಾಣ ಪತ್ರ ಮತ್ತು ಬಿಲ್‌ಗಳು, 2 ಪಾಸ್‌ಪೋರ್ಟ್ ಅಳತೆಯ ಭಾವಚಿತ್ರಗಳು, ಆಧಾರ್ ಕಾರ್ಡ್, ರೇಷನ್ ಕಾರ್ಡ್ ಹಾಗೂ ಬ್ಯಾಂಕ್ ಪಾಸ್‌ಪುಸ್ತಕದ ಪ್ರತಿಗಳೊಂದಿಗೆ ಜುಲೈ 31 ರೊಳಗಾಗಿ ನಗರಸಭೆ ಕಾರ್ಯಾಲಯಕ್ಕೆ ನಿಗದಿತ ನಮೂನೆಯಲ್ಲಿ ಅರ್ಜಿ ಸಲ್ಲಿಸಬೇಕು. bbox=[592, 238, 756, 308]
court-notice-2 bbox=[254, 1120, 476, 1498]
jayanti-headline bbox=[712, 926, 932, 986]
notice-respondents: The Tahasildar cum Registrar of Births and Deaths H B Halli .....Respondents bbox=[21, 1116, 237, 1133]
jayanti-headline-line1: ಇಂದು ಕೊಪ್ಪಳದಲ್ಲಿ ಡಾ. bbox=[762, 930, 882, 948]
lead-paragraph: ಆರೋಗ್ಯ ಕರ್ನಾಟಕ ಕಾರ್ಡ್ ವಿತರಣೆ ಬಗ್ಗೆ ಹೆಚ್ಚಿನ ಜಾಗೃತಿ ಮೂಡಿಸಬೇಕೆಂದು ಅಧಿಕಾರಿಗಳಿಗೆ ನಿರ್ದೇಶಿಸಿದರು. bbox=[204, 415, 390, 435]
ad2-printer-name: ಅಪೂರ್ವ ಆಫ್‌ಸೆಟ್ ಪ್ರಿಂಟರ್ಸ್ bbox=[797, 238, 897, 249]
article-paragraph: ಕೊಪ್ಪಳ : ಕೊಪ್ಪಳ ನಗರಸಭೆಯ ಸನ್ 2025-26ನೇ ಸಾಲಿನ ಶೇ.5 ರ ಎಸ್.ಎಫ್.ಸಿ ಯೋಜನೆಯ ಹಾಗೂ ನಗರಸಭೆ ನಿಧಿ ಅನುದಾನದಡಿ ಶೇ.50 ರಷ್ಟು ವ್ಯಕ್ತಿಸಂಬಂಧಿತ ಕಾರ್ಯಕ್ರಮದಲ್ಲಿ ನಗರಸಭೆ ವ್ಯಾಪ್ತಿಯಲ್ಲಿ ಬರುವ ಬುದ್ಧಿಮಾಂದ್ಯ ಮತ್ತು ಬಹುವಿಧ ಅಂಗವಿಕಲತೆ ಸರಬ್ರಲ್ ಪಾಲಿಸಿ ಹೊಂದಿದ ವಿಕಲಚೇತನ ಮಕ್ಕಳ ಆರೈಕೆದಾರರಿಗೆ ಸಹಾಯಧನ ನೀಡಲಾಗುತ್ತದೆ. ಅರ್ಹ ಫಲಾನುಭವಿಗಳಿಂದ ಅರ್ಜಿ ಆಹ್ವಾನಿಸಲಾಗಿದೆ. bbox=[592, 644, 756, 713]
notice-and: AND bbox=[121, 1105, 137, 1114]
lead-meeting-photo bbox=[204, 136, 582, 346]
weather-city-label: ಹೊಸಪೇಟೆ bbox=[763, 789, 930, 803]
sidebar-write-to-us-ad bbox=[762, 526, 932, 730]
lead-paragraph: ಭಾಗ್ಯನಗರ ಪಟ್ಟಣ ಪಂಚಾಯತಿ ಉಪಾಧ್ಯಕ್ಷರಾದ ಹೊನ್ನೂರಸಾಬ ಭೈರಾಪುರ ಸಭೆಗೆ ವಿವರಿಸಿದರು. bbox=[204, 350, 390, 369]
nagarasabhe2-body bbox=[592, 644, 756, 914]
group-row-image bbox=[217, 825, 567, 885]
article-paragraph: ಕೊಪ್ಪಳ : ಕೊಪ್ಪಳ ಜಿಲ್ಲೆಯ ಪ್ರವಾಸಿ ತಾಣಗಳಲ್ಲಿ ಕರ್ತವ್ಯ ನಿರ್ವಹಿಸುತ್ತಿರುವ ಒಟ್ಟು 20 ಪ್ರವಾಸಿ ಮಿತ್ರ ಸಿಬ್ಬಂದಿಗಳಿಗೆ ಜಿಲ್ಲಾಧಿಕಾರಿಗಳಾದ ಸುರೇಶ ಬಿ.ಇಟ್ನಾಳ ಅವರು ಜೂನ್ 30 ರಂದು ಜಿಲ್ಲಾಡಳಿತ ಭವನದಲ್ಲಿ ಸಮವಸ್ತ್ರದ ಕಿಟ್ ವಿತರಿಸಿದರು. bbox=[14, 610, 190, 649]
notice-case-number: Cri.M.C.No 502/2025 bbox=[332, 1142, 398, 1151]
notice-vs: -VS- bbox=[358, 1162, 372, 1171]
ips-headline-line2: ವಿರುದ್ಧ ಮೇಲ್ಮನವಿ:ಸಿಎಂ bbox=[84, 946, 176, 961]
notice-signature: by order this court chief ministerial officer civil judge & JMFC bbox=[59, 1397, 237, 1406]
article-paragraph: ನಗರಸಭೆಯ ಶೇ.24.10 ರ ಯೋಜನೆಯ ನಗರಸಭೆ ನಿಧಿ ಅನುದಾನದಡಿ ಶೇ.40 ರಷ್ಟು ವ್ಯಕ್ತಿಸಂಬಂಧಿತ ಕಾರ್ಯಕ್ರಮದಲ್ಲಿ ನಗರಸಭೆ ವ್ಯಾಪ್ತಿಯಲ್ಲಿ ಬರುವ ಪರಿಶಿಷ್ಟ ಜಾತಿ ಜನಾಂಗದವರಿಗೆ ಗಂಭೀರ ಕಾಯಿಲೆಗೆ ಸಂಬಂಧಿಸಿದಂತೆ ಶೇ.7.25 ರ ಎಸ್.ಎಫ್.ಸಿ ನಿಧಿ ಹಾಗೂ ನಗರಸಭೆ ನಿಧಿ ಯೋಜನೆ ಅನುದಾನದಡಿ ಶೇ.40 ರಷ್ಟು ವ್ಯಕ್ತಿ ಸಂಬಂಧಿತ ಕಾರ್ಯಕ್ರಮದಲ್ಲಿ ನಗರಸಭೆ ವ್ಯಾಪ್ತಿಯಲ್ಲಿ ಬರುವ ಹಿಂದುಳಿದ ವರ್ಗಗಳ ಜನಾಂಗದವರಿಗೆ ಶಸ್ತ್ರ ಚಿಕಿತ್ಸೆಗೆ ಸಹಾಯಧನ ನೀಡಲಾಗುತ್ತದೆ. bbox=[592, 156, 756, 235]
sidebar-epaper-ad bbox=[762, 36, 932, 186]
notice-respondents: The Tahasildar -cum-Registrar Birth & Deaths Taluk Office, Hosapete ......Respondent bbox=[261, 1173, 469, 1191]
uniform-distribution-photo bbox=[196, 610, 584, 780]
article-paragraph: ಕೊಪ್ಪಳ : ಕೊಪ್ಪಳ ನಗರಸಭೆಯ ಸನ್ 2025-26ನೇ ಸಾಲಿನ ವಿವಿಧ ಯೋಜನೆಗಳಡಿ ಶಸ್ತ್ರಚಿಕಿತ್ಸೆಗೆ ಸಹಾಯಧನ ನೀಡುವುದಕ್ಕಾಗಿ ಅರ್ಹ ಫಲಾನುಭವಿಗಳಿಂದ ಅರ್ಜಿ ಆಹ್ವಾನಿಸಲಾಗಿದೆ. bbox=[592, 124, 756, 153]
section-rule bbox=[12, 547, 590, 549]
lead-col3 bbox=[396, 350, 582, 536]
lead-paragraph: ಕೊಪ್ಪಳ : ರಾಜ್ಯ ಸರ್ಕಾರ ಜಾರಿಗೆ ತಂದಿರುವ ಪಂಚ ಗ್ಯಾರಂಟಿಗಳನ್ನು ಸಮರ್ಪಕವಾಗಿ ಅನುಷ್ಠಾನಿಸಲು ಕೊಪ್ಪಳ ತಾಲೂಕ ಮಟ್ಟದ ಅನುಷ್ಠಾನ ಸಮಿತಿ ಪ್ರಗತಿ ಪರಿಶೀಲನಾ ಸಭೆಯು ಅಧ್ಯಕ್ಷರಾದ ಬಾಲಚಂದ್ರನ್ ಎಸ್. ಅವರ ಅಧ್ಯಕ್ಷತೆಯಲ್ಲಿ ಮಂಗಳವಾರ ಭಾಗ್ಯನಗರ ಪಟ್ಟಣ ಪಂಚಾಯತಿಯ ಸಭಾಂಗಣದಲ್ಲಿ ಜರುಗಿತು. bbox=[14, 138, 198, 187]
ad3-phone[interactable]: 9448441484 bbox=[780, 492, 914, 514]
lead-paragraph: ಕಡ್ಡಾಯವಾಗಿದೆಯೆಂದು ಅಧಿಕಾರಿಗಳು ಸಭೆಗೆ ಮಾಹಿತಿ ನೀಡಿದರು. bbox=[406, 350, 559, 359]
weather-row: ಬುಧ : ಗರಿಷ್ಠ : 40°, ಕನಿಷ್ಠ : 29° bbox=[771, 755, 881, 765]
ad4-email[interactable]: ಇ-ಮೇಲ್: hospettimes@gmail.com bbox=[767, 709, 929, 719]
bhagyanagara-headline: ಭಾಗ್ಯನಗರ ಪ.ಪಂ.: ಸಹಾಯಧನಕ್ಕಾಗಿ ಅರ್ಜಿ ಆಹ್ವಾನ bbox=[332, 933, 626, 953]
